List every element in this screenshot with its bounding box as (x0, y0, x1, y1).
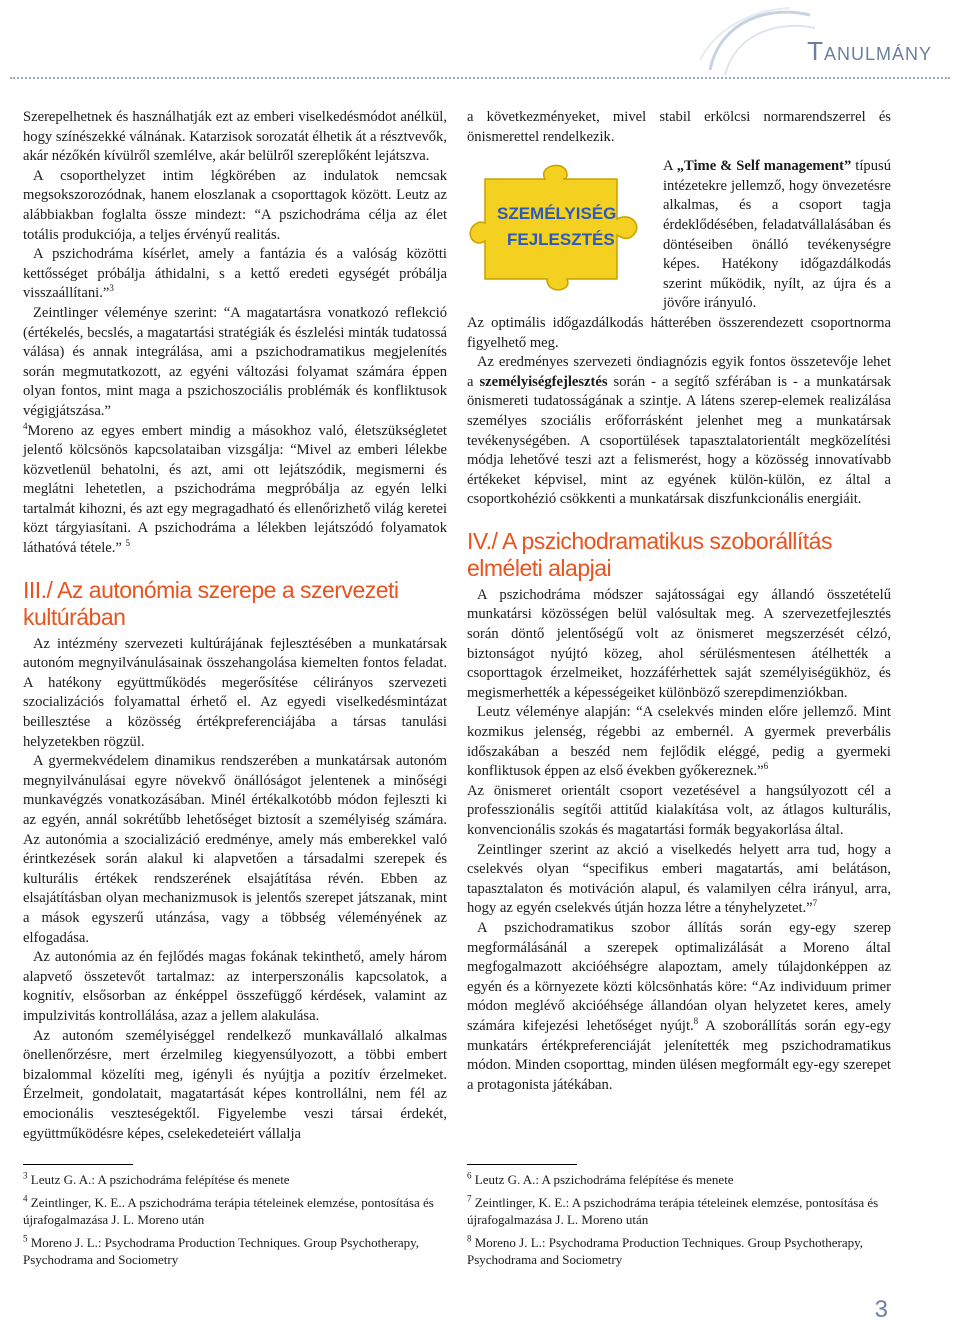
paragraph: A pszichodramatikus szobor állítás során egy-egy szerep megformálásánál a szerepek optimalizálását a Moreno által megfogalmazott akcióéhségre alapoztam, amely túlajdonképpen az egyén és a környezete közti kölcsönhatás köre: “Az individuum primer módon meglévő akcióéhsége állandóan olyan helyzetet keres, amely számára kifejezési lehetőséget nyújt.$^8$ A szoborállítás során egy-egy munkatárs értékpreferenciáját jelenítették meg pszichodramatikus módon. Minden csoporttag, minden ülésen megformált egy-egy szerepet a protagonista játékában. (467, 919, 891, 1093)
paragraph: A pszichodráma kísérlet, amely a fantázia és a valóság közötti kettősséget próbálja áthidalni, s a kettő eredeti egységét próbálja visszaállítani.”$^3$ (23, 246, 447, 302)
paragraph: Az autonómia az én fejlődés magas fokának tekinthető, amely három alapvető összetevőt tartalmaz: az interperszonális kapcsolatok, a kognitív, elsősorban az énképpel összefüggő kérdések, valamint az impulzivitás kontrollálása, azaz a jellem alakulása. (23, 949, 447, 1024)
paragraph: Az intézmény szervezeti kultúrájának fejlesztésében a munkatársak autonóm megnyilvánulásainak összehangolása kiemelten fontos feladat. A hatékony együttműködés megerősítése célirányos szervezeti szocializációs folyamattal érhető el. Az egyedi viselkedésmintázat beillesztése a közösség értékpreferenciájába a társas tanulási helyzetekben rögzül. (23, 635, 447, 750)
section-heading: III./ Az autonómia szerepe a szervezeti kultúrában (23, 576, 399, 630)
right-footnotes (467, 1164, 887, 1274)
left-footnotes (23, 1164, 443, 1274)
footnote: $^3$ Leutz G. A.: A pszichodráma felépítése és menete (23, 1170, 290, 1187)
paragraph: Zeintlinger szerint az akció a viselkedés helyett arra tud, hogy a cselekvés olyan “specifikus emberi magatartás, ami belátáson, tapasztalaton és motiváción alapul, és valamilyen célra irányul, arra, hogy az egyén cselekvés útján hozza létre a tényhelyzetet.”$^7$ (467, 841, 891, 917)
paragraph: Zeintlinger véleménye szerint: “A magatartásra vonatkozó reflekció (értékelés, becslés, a magatartási stratégiák és észlelési minták tudatossá válása) és annak integrálása, ami a pszichodramatikus megjelenítés során megmutatkozott, az egyéni változási folyamat számára éppen olyan fontos, mint maga a pszichoszociális problémák és konfliktusok végigjátszása.” (23, 304, 447, 419)
paragraph: a következményeket, mivel stabil erkölcsi normarendszerrel és önismerettel rendelkezik. (467, 109, 891, 145)
right-column (467, 108, 891, 1095)
puzzle-text-line1: SZEMÉLYISÉG (497, 204, 617, 224)
callout-box: A „Time & Self management” típusú intézetekre jellemző, hogy önvezetésre alkalmas, és a csoport tagja érdeklődésében, feladatvállalásában és döntéseiben önálló tevékenységre képes. Hatékony időgazdálkodás szerint működik, nyílt, az újra és a jövőre irányuló. (663, 158, 891, 312)
footnote: $^7$ Zeintlinger, K. E.: A pszichodráma terápia tételeinek elemzése, pontosítása és újrafogalmazása J. L. Moreno után (467, 1193, 879, 1227)
puzzle-text-line2: FEJLESZTÉS (507, 230, 615, 250)
paragraph: A csoporthelyzet intim légkörében az indulatok nemcsak megsokszorozódnak, hanem eloszlanak a csoporttagok között. Leutz az alábbiakban foglalta össze mindezt: “A pszichodráma célja az élet totális produkciója, a teljes érvényű realitás. (23, 167, 448, 243)
paragraph: Az optimális időgazdálkodás hátterében összerendezett csoportnorma figyelhető meg. (467, 314, 891, 351)
header-swirl-logo (690, 0, 820, 80)
footnote: $^5$ Moreno J. L.: Psychodrama Production Techniques. Group Psychotherapy, Psychodrama and Sociometry (23, 1233, 420, 1267)
footnote-ref: 7 (812, 898, 818, 909)
section-heading: IV./ A pszichodramatikus szoborállítás elméleti alapjai (467, 527, 832, 581)
paragraph: Leutz véleménye alapján: “A cselekvés minden előre jellemző. Mint kozmikus jelenség, régebbi az embernél. A gyermek preverbális időszakában a beszéd nem fejlődik eléggé, pedig a gyermeki konfliktusok éppen az első években győkereznek.”$^6$ (467, 704, 891, 780)
footnote-ref: 3 (109, 283, 114, 294)
paragraph: Szerepelhetnek és használhatják ezt az emberi viselkedésmódot anélkül, hogy színészekké válnának. Katarzisok sorozatát élhetik át a résztvevők, akár nézőkén kívülről szemlélve, akár belülről szereplőként lejátszva. (23, 109, 447, 165)
footnote-ref: 5 (125, 538, 131, 549)
callout-title: „Time & Self management” (676, 158, 852, 175)
footnote: $^4$ Zeintlinger, K. E.. A pszichodráma terápia tételeinek elemzése, pontosítása és újrafogalmazása J. L. Moreno után (23, 1193, 434, 1227)
paragraph: Az önismeret orientált csoport vezetésével a hangsúlyozott cél a professzionális segítői attitűd kialakítása volt, az átlagos kulturális, konvencionális szokás és magatartási formák begyakorlása által. (467, 782, 891, 838)
footnote: $^6$ Leutz G. A.: A pszichodráma felépítése és menete (467, 1170, 734, 1187)
footnote-divider (467, 1164, 577, 1165)
footnote-ref: 8 (693, 1016, 699, 1027)
left-column (23, 108, 447, 1144)
paragraph: A pszichodráma módszer sajátosságai egy állandó összetételű munkatársi közösségen belül valósultak meg. A szervezetfejlesztés során döntő jelentőségű volt az önismeret megszerzését célzó, biztonságot nyújtó közeg, ahol sérülésmentesen átélhették a csoporttagok érzelmeiket, hozzáférhettek saját személyiségükhöz, és megismerhették a képességeiket különböző szerepdimenziókban. (467, 586, 891, 701)
footnote: $^8$ Moreno J. L.: Psychodrama Production Techniques. Group Psychotherapy, Psychodrama and Sociometry (467, 1233, 864, 1267)
paragraph: $^4$Moreno az egyes embert mindig a másokhoz való, életszükségletet jelentő kölcsönös kapcsolataiban vizsgálja: “Mivel az emberi lélekbe közvetlenül behatolni, és azt, ami ott lejátszódik, megismerni és meglátni lehetetlen, a pszichodráma megpróbálja az egyén lelki tartalmát kihozni, és azt egy megragadható és ellenőrizhető világ keretei közt tárgyiasítani. A pszichodráma a lélekben lejátszódó folyamatok láthatóvá tétele.” $^5$ (23, 420, 447, 557)
paragraph: Az eredményes szervezeti öndiagnózis egyik fontos összetevője lehet a személyiségfejlesztés során - a segítő szférában is - a munkatársak önismereti tudatosságának a szintje. A látens szerep-elemek realizálása személyes szociális erőforrásként jelenhet meg a munkatársak tevékenységében. A csoportülések tapasztalatorientált megközelítési módja lehetővé teszi azt a felismerést, hogy a közösség innovatívabb értékeket képvisel, mint az egyének külön-külön, ez által a csoportkohézió csökkenti a munkatársak diszfunkcionális energiáit. (467, 354, 891, 508)
footnote-ref: 4 (23, 420, 28, 431)
footnote-divider (23, 1164, 133, 1165)
puzzle-image (467, 157, 657, 295)
paragraph: Az autonóm személyiséggel rendelkező munkavállaló alkalmas önellenőrzésre, mert érzelmileg kiegyensúlyozott, a többi embert bizalommal közelíti meg, igényli és nyújtja a pozitív érzelmeket. Érzelmeit, gondolatait, magatartását képes kontrollálni, nem fél az emocionális veszteségektől. Figyelembe veszi társai érdekét, együttműködésre képes, cselekedeteiért vállalja (23, 1027, 447, 1142)
section-title: Tanulmány (807, 36, 932, 66)
footnote-ref: 6 (763, 761, 769, 772)
puzzle-piece-icon (467, 157, 657, 295)
page-number: 3 (874, 1296, 888, 1323)
paragraph: A gyermekvédelem dinamikus rendszerében a munkatársak autonóm megnyilvánulásai egyre növekvő önállóságot jelentenek a minőségi munkavégzés vonatkozásában. Minél értékalkotóbb módon fejleszti ki az egyén, annál sokrétűbb lehetőséget biztosít a személyiség számára. Az autonómia a szocializáció eredménye, amely más emberekkel való érintkezések során alakul ki alapvetően a társadalmi szerepek és kulturális értékek rendszerének elsajátítása révén. Ebben az elsajátításban olyan mechanizmusok is jelentős szerepet játszanak, mint a mások egyszerű utánzása, vagy a többség véleményének az elfogadása. (23, 753, 447, 946)
header-divider (10, 77, 950, 79)
